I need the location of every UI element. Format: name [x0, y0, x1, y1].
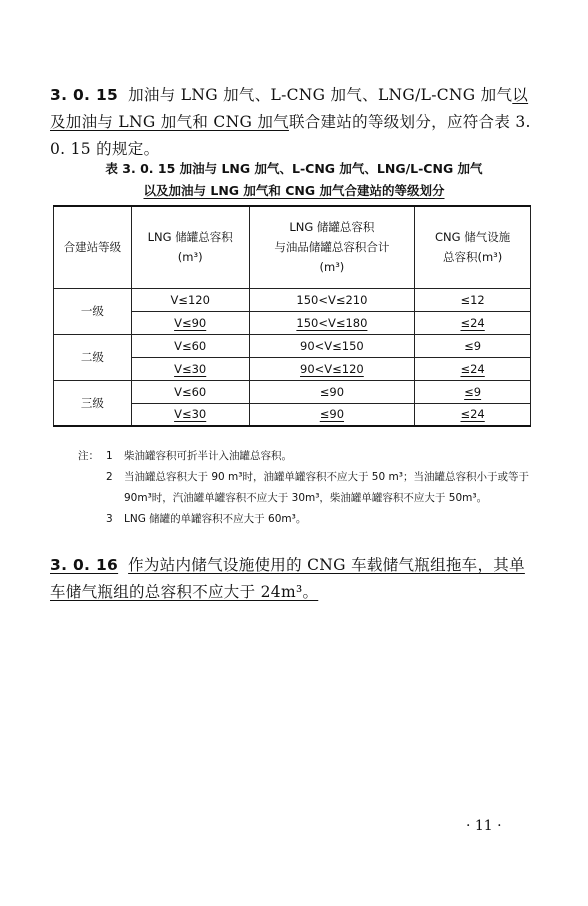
grade-cell: 一级 [54, 288, 132, 334]
sum-cell: ≤90 [249, 380, 415, 403]
cng-cell: ≤24 [415, 403, 531, 426]
note-text: LNG 储罐的单罐容积不应大于 60m³。 [124, 513, 307, 525]
lng-cell: V≤60 [131, 334, 249, 357]
grade-cell: 二级 [54, 334, 132, 380]
page-number: · 11 · [466, 818, 502, 834]
sum-cell: 90<V≤120 [249, 357, 415, 380]
table-notes [78, 446, 538, 530]
lng-cell: V≤120 [131, 288, 249, 311]
sum-cell: 150<V≤180 [249, 311, 415, 334]
note-text: 当油罐总容积大于 90 m³时，油罐单罐容积不应大于 50 m³；当油罐总容积小于或等于 90m³时，汽油罐单罐容积不应大于 30m³，柴油罐单罐容积不应大于 50m³。 [124, 471, 529, 504]
clause-number: 3. 0. 16 [50, 556, 119, 574]
cng-cell: ≤12 [415, 288, 531, 311]
clause-text: 加油与 LNG 加气、L-CNG 加气、LNG/L-CNG 加气 [128, 86, 513, 104]
note-text: 柴油罐容积可折半计入油罐总容积。 [124, 450, 292, 462]
lng-cell: V≤60 [131, 380, 249, 403]
cng-cell: ≤24 [415, 311, 531, 334]
lng-cell: V≤30 [131, 403, 249, 426]
clause-3-0-15 [50, 82, 538, 163]
clause-text-underlined: 以及加油与 LNG 加气和 CNG 加气 [50, 86, 529, 131]
cng-cell: ≤24 [415, 357, 531, 380]
notes-prefix: 注： [78, 450, 99, 462]
table-caption-line-1: 表 3. 0. 15 加油与 LNG 加气、L-CNG 加气、LNG/L-CNG 加气 [105, 161, 483, 176]
table-caption [50, 158, 538, 202]
sum-cell: 90<V≤150 [249, 334, 415, 357]
note-number: 3 [106, 513, 113, 525]
lng-cell: V≤30 [131, 357, 249, 380]
note-number: 2 [106, 471, 113, 483]
table-row [54, 380, 531, 403]
lng-cell: V≤90 [131, 311, 249, 334]
table-caption-line-2: 以及加油与 LNG 加气和 CNG 加气合建站的等级划分 [143, 183, 445, 198]
clause-3-0-16 [50, 552, 538, 606]
header-cng-volume: CNG 储气设施 总容积(m³) [415, 206, 531, 288]
header-grade: 合建站等级 [54, 206, 132, 288]
grade-table [53, 205, 531, 427]
note-number: 1 [106, 450, 113, 462]
cng-cell: ≤9 [415, 380, 531, 403]
sum-cell: 150<V≤210 [249, 288, 415, 311]
cng-cell: ≤9 [415, 334, 531, 357]
clause-number: 3. 0. 15 [50, 86, 119, 104]
table-row [54, 334, 531, 357]
note-item [78, 446, 538, 467]
table-row [54, 288, 531, 311]
clause-text: 作为站内储气设施使用的 CNG 车载储气瓶组拖车，其单车储气瓶组的总容积不应大于 24m³。 [50, 556, 525, 601]
header-lng-oil-sum: LNG 储罐总容积 与油品储罐总容积合计 (m³) [249, 206, 415, 288]
clause-text-rest: 联合建站的等级划分，应符合表 3. 0. 15 的规定。 [50, 113, 531, 158]
note-item [78, 467, 538, 509]
header-lng-volume: LNG 储罐总容积 (m³) [131, 206, 249, 288]
table-header-row [54, 206, 531, 288]
grade-cell: 三级 [54, 380, 132, 426]
note-item [78, 509, 538, 530]
sum-cell: ≤90 [249, 403, 415, 426]
